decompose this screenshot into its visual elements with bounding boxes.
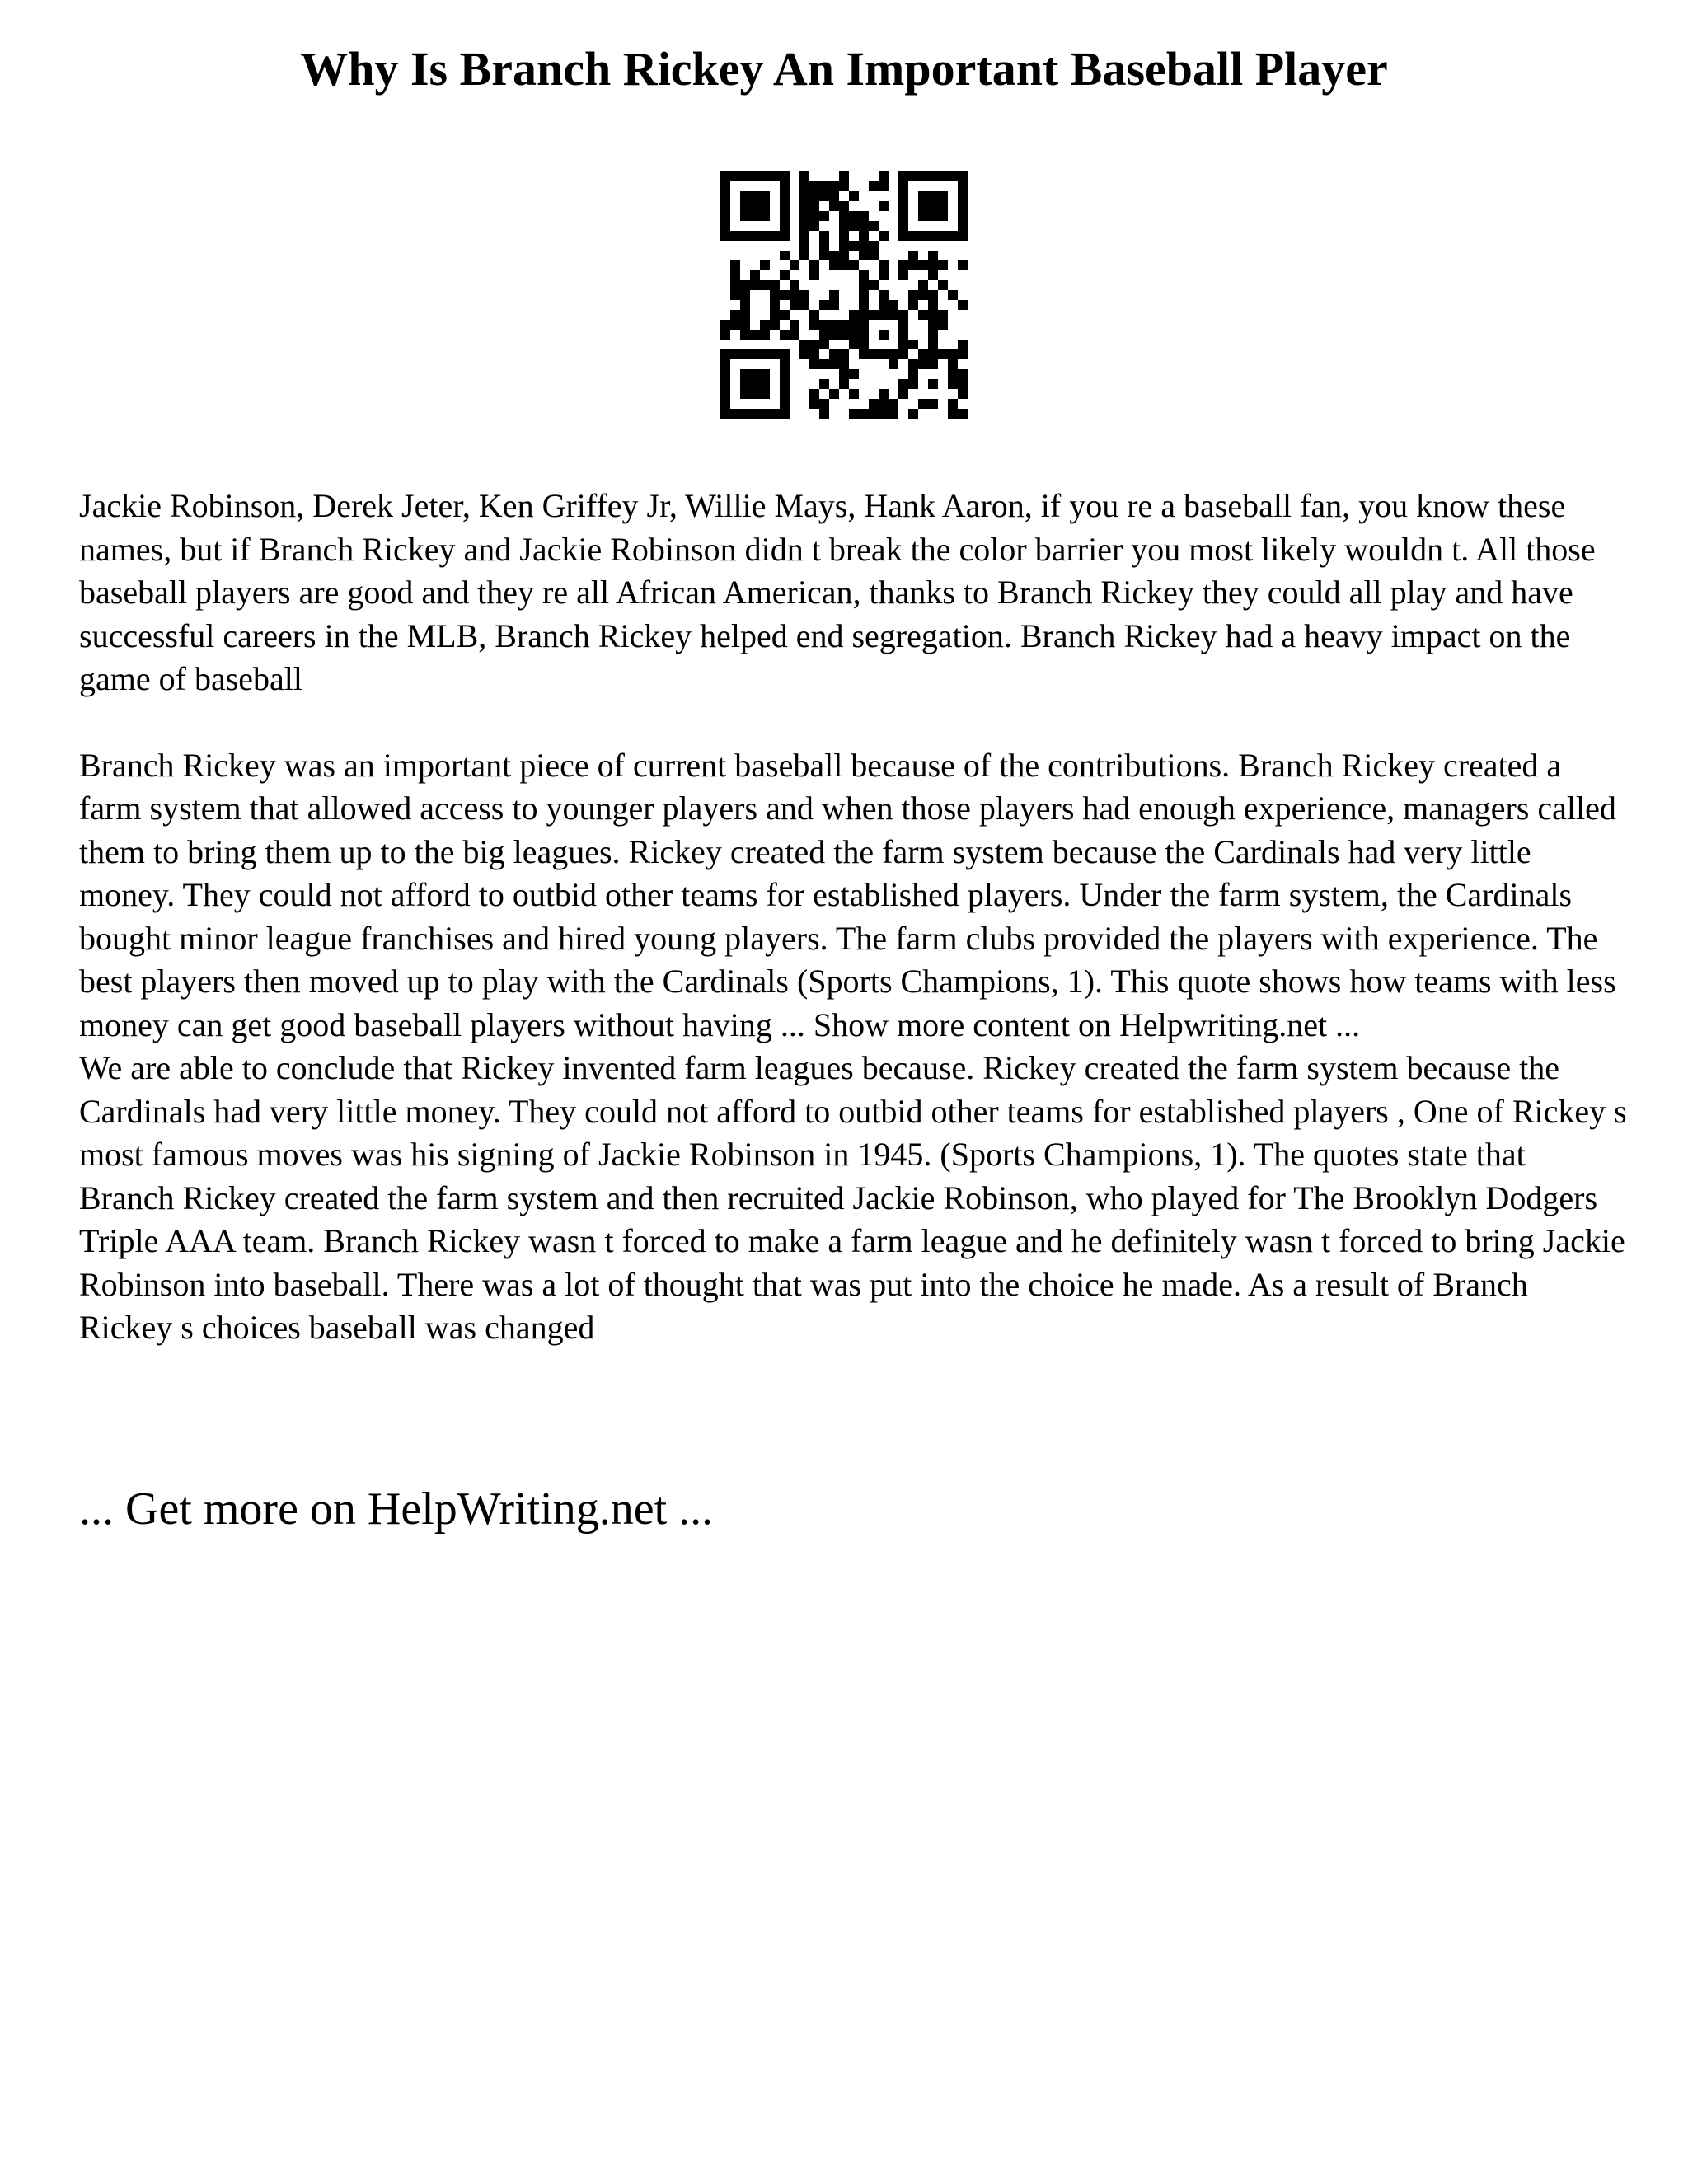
document-body: [79, 485, 1629, 1350]
get-more-link[interactable]: ... Get more on HelpWriting.net ...: [79, 1483, 714, 1535]
qr-code-icon: [720, 171, 968, 419]
paragraph-intro: Jackie Robinson, Derek Jeter, Ken Griffey Jr, Willie Mays, Hank Aaron, if you re a baseball fan, you know these names, but if Branch Rickey and Jackie Robinson didn t break the color barrier you most likely wouldn t. All those baseball players are good and they re all African American, thanks to Branch Rickey they could all play and have successful careers in the MLB, Branch Rickey helped end segregation. Branch Rickey had a heavy impact on the game of baseball: [79, 487, 1596, 697]
paragraph-conclusion: We are able to conclude that Rickey invented farm leagues because. Rickey created the farm system because the Cardinals had very little money. They could not afford to outbid other teams for established players , One of Rickey s most famous moves was his signing of Jackie Robinson in 1945. (Sports Champions, 1). The quotes state that Branch Rickey created the farm system and then recruited Jackie Robinson, who played for The Brooklyn Dodgers Triple AAA team. Branch Rickey wasn t forced to make a farm league and he definitely wasn t forced to bring Jackie Robinson into baseball. There was a lot of thought that was put into the choice he made. As a result of Branch Rickey s choices baseball was changed: [79, 1049, 1627, 1346]
document-title: Why Is Branch Rickey An Important Baseball Player: [300, 42, 1388, 96]
paragraph-farm-system: Branch Rickey was an important piece of current baseball because of the contributions. Branch Rickey created a farm system that allowed access to younger players and when those players had enough experience, managers called them to bring them up to the big leagues. Rickey created the farm system because the Cardinals had very little money. They could not afford to outbid other teams for established players. Under the farm system, the Cardinals bought minor league franchises and hired young players. The farm clubs provided the players with experience. The best players then moved up to play with the Cardinals (Sports Champions, 1). This quote shows how teams with less money can get good baseball players without having ... Show more content on Helpwriting.net ...: [79, 746, 1616, 1043]
